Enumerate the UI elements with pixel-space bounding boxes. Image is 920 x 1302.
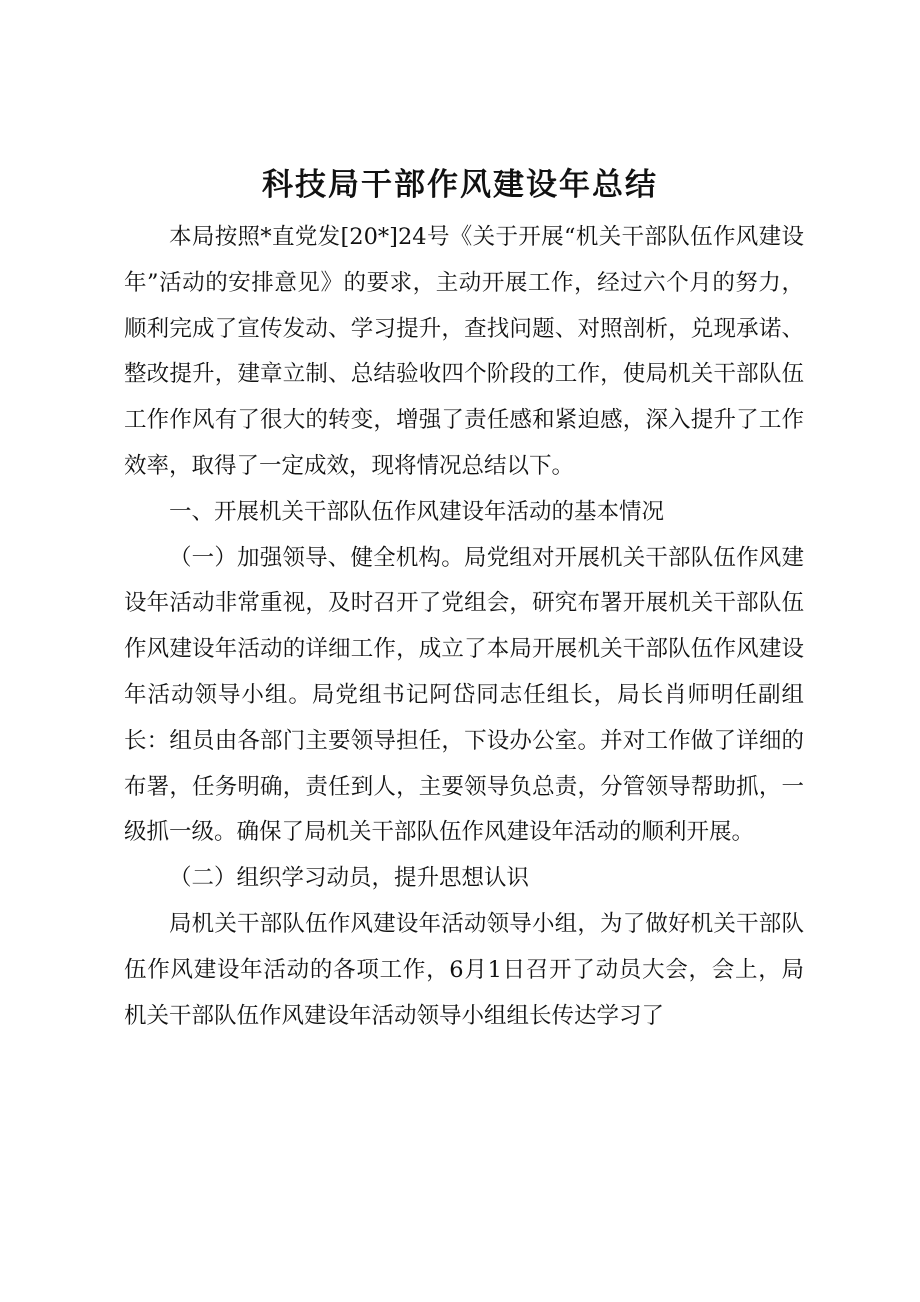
subsection-heading-study: （二）组织学习动员，提升思想认识 <box>169 865 530 892</box>
section-heading-basic-situation: 一、开展机关干部队伍作风建设年活动的基本情况 <box>169 498 665 525</box>
paragraph-leadership: （一）加强领导、健全机构。局党组对开展机关干部队伍作风建设年活动非常重视，及时召开了党组会，研究布署开展机关干部队伍作风建设年活动的详细工作，成立了本局开展机关干部队伍作风建设年活动领导小组。局党组书记阿岱同志任组长，局长肖师明任副组长：组员由各部门主要领导担任，下设办公室。并对工作做了详细的布署，任务明确，责任到人，主要领导负总责，分管领导帮助抓，一级抓一级。确保了局机关干部队伍作风建设年活动的顺利开展。 <box>124 544 804 846</box>
paragraph-intro: 本局按照*直党发[20*]24号《关于开展“机关干部队伍作风建设年”活动的安排意见》的要求，主动开展工作，经过六个月的努力，顺利完成了宣传发动、学习提升，查找问题、对照剖析，兑现承诺、整改提升，建章立制、总结验收四个阶段的工作，使局机关干部队伍工作作风有了很大的转变，增强了责任感和紧迫感，深入提升了工作效率，取得了一定成效，现将情况总结以下。 <box>124 224 804 479</box>
document-body <box>124 215 804 1039</box>
paragraph-study-mobilization: 局机关干部队伍作风建设年活动领导小组，为了做好机关干部队伍作风建设年活动的各项工作，6月1日召开了动员大会，会上，局机关干部队伍作风建设年活动领导小组组长传达学习了 <box>124 910 804 1029</box>
document-title: 科技局干部作风建设年总结 <box>262 167 658 203</box>
